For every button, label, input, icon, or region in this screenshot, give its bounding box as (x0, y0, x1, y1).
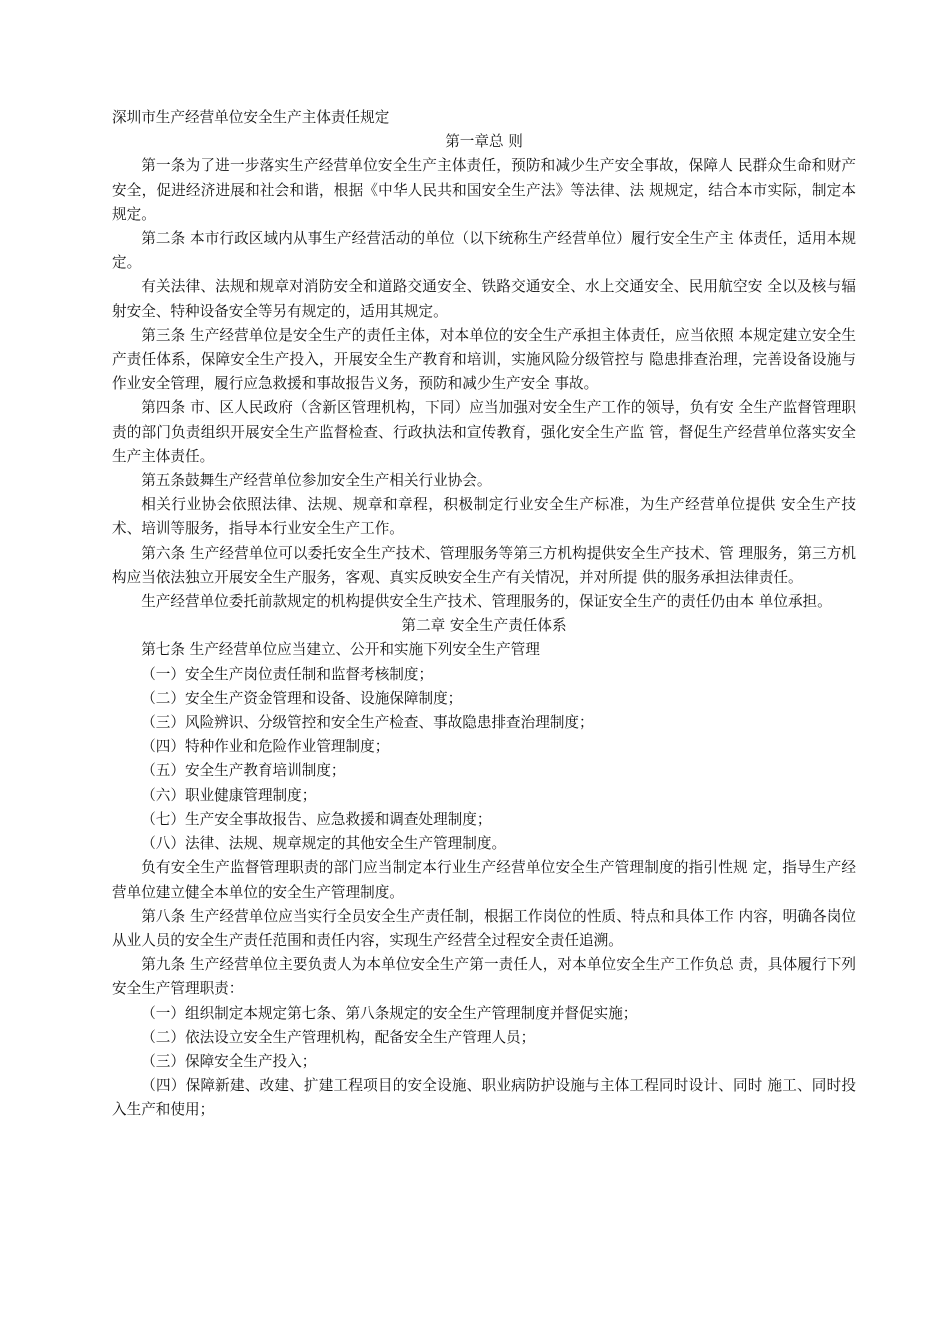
article-4: 第四条 市、区人民政府（含新区管理机构，下同）应当加强对安全生产工作的领导，负有安 全生产监督管理职责的部门负责组织开展安全生产监督检查、行政执法和宣传教育，强化安全生产监 管，督促生产经营单位落实安全生产主体责任。 (112, 399, 856, 465)
article-2: 第二条 本市行政区域内从事生产经营活动的单位（以下统称生产经营单位）履行安全生产主 体责任，适用本规定。 (112, 230, 856, 272)
article-8: 第八条 生产经营单位应当实行全员安全生产责任制，根据工作岗位的性质、特点和具体工作 内容，明确各岗位从业人员的安全生产责任范围和责任内容，实现生产经营全过程安全责任追溯。 (112, 907, 856, 949)
article-7-item: （六）职业健康管理制度； (141, 786, 317, 804)
article-5-paragraph-2: 相关行业协会依照法律、法规、规章和章程，积极制定行业安全生产标准，为生产经营单位提供 安全生产技术、培训等服务，指导本行业安全生产工作。 (112, 496, 856, 538)
article-9-item: （三）保障安全生产投入； (141, 1052, 317, 1070)
article-6-paragraph-2: 生产经营单位委托前款规定的机构提供安全生产技术、管理服务的，保证安全生产的责任仍由本 单位承担。 (141, 593, 832, 611)
chapter-1-heading: 第一章总 则 (445, 133, 523, 151)
article-1: 第一条为了进一步落实生产经营单位安全生产主体责任，预防和减少生产安全事故，保障人 民群众生命和财产安全，促进经济进展和社会和谐，根据《中华人民共和国安全生产法》等法律、法 规规定，结合本市实际，制定本规定。 (112, 157, 856, 223)
article-7-item: （五）安全生产教育培训制度； (141, 762, 346, 780)
chapter-2-heading: 第二章 安全生产责任体系 (401, 617, 567, 635)
article-7: 第七条 生产经营单位应当建立、公开和实施下列安全生产管理 (141, 641, 540, 659)
article-9-item: （二）依法设立安全生产管理机构，配备安全生产管理人员； (141, 1028, 536, 1046)
article-6: 第六条 生产经营单位可以委托安全生产技术、管理服务等第三方机构提供安全生产技术、管 理服务，第三方机构应当依法独立开展安全生产服务，客观、真实反映安全生产有关情况，并对所提 供的服务承担法律责任。 (112, 544, 856, 586)
document-page (112, 106, 856, 1123)
article-7-item: （七）生产安全事故报告、应急救援和调查处理制度； (141, 810, 492, 828)
article-2-paragraph-2: 有关法律、法规和规章对消防安全和道路交通安全、铁路交通安全、水上交通安全、民用航空安 全以及核与辐射安全、特种设备安全等另有规定的，适用其规定。 (112, 278, 856, 320)
article-7-item: （四）特种作业和危险作业管理制度； (141, 738, 390, 756)
article-7-item: （三）风险辨识、分级管控和安全生产检查、事故隐患排查治理制度； (141, 714, 594, 732)
article-9-item: （四）保障新建、改建、扩建工程项目的安全设施、职业病防护设施与主体工程同时设计、同时 施工、同时投入生产和使用； (112, 1077, 856, 1119)
article-9-item: （一）组织制定本规定第七条、第八条规定的安全生产管理制度并督促实施； (141, 1004, 638, 1022)
article-5: 第五条鼓舞生产经营单位参加安全生产相关行业协会。 (141, 472, 492, 490)
article-7-paragraph-2: 负有安全生产监督管理职责的部门应当制定本行业生产经营单位安全生产管理制度的指引性规 定，指导生产经营单位建立健全本单位的安全生产管理制度。 (112, 859, 856, 901)
article-7-item: （二）安全生产资金管理和设备、设施保障制度； (141, 689, 463, 707)
document-title: 深圳市生产经营单位安全生产主体责任规定 (112, 109, 390, 126)
article-7-item: （八）法律、法规、规章规定的其他安全生产管理制度。 (141, 835, 507, 853)
article-9: 第九条 生产经营单位主要负责人为本单位安全生产第一责任人，对本单位安全生产工作负总 责，具体履行下列安全生产管理职责： (112, 956, 856, 998)
article-3: 第三条 生产经营单位是安全生产的责任主体，对本单位的安全生产承担主体责任，应当依照 本规定建立安全生产责任体系，保障安全生产投入，开展安全生产教育和培训，实施风险分级管控与 隐患排查治理，完善设备设施与作业安全管理，履行应急救援和事故报告义务，预防和减少生产安全 事故。 (112, 326, 856, 393)
article-7-item: （一）安全生产岗位责任制和监督考核制度； (141, 665, 434, 683)
